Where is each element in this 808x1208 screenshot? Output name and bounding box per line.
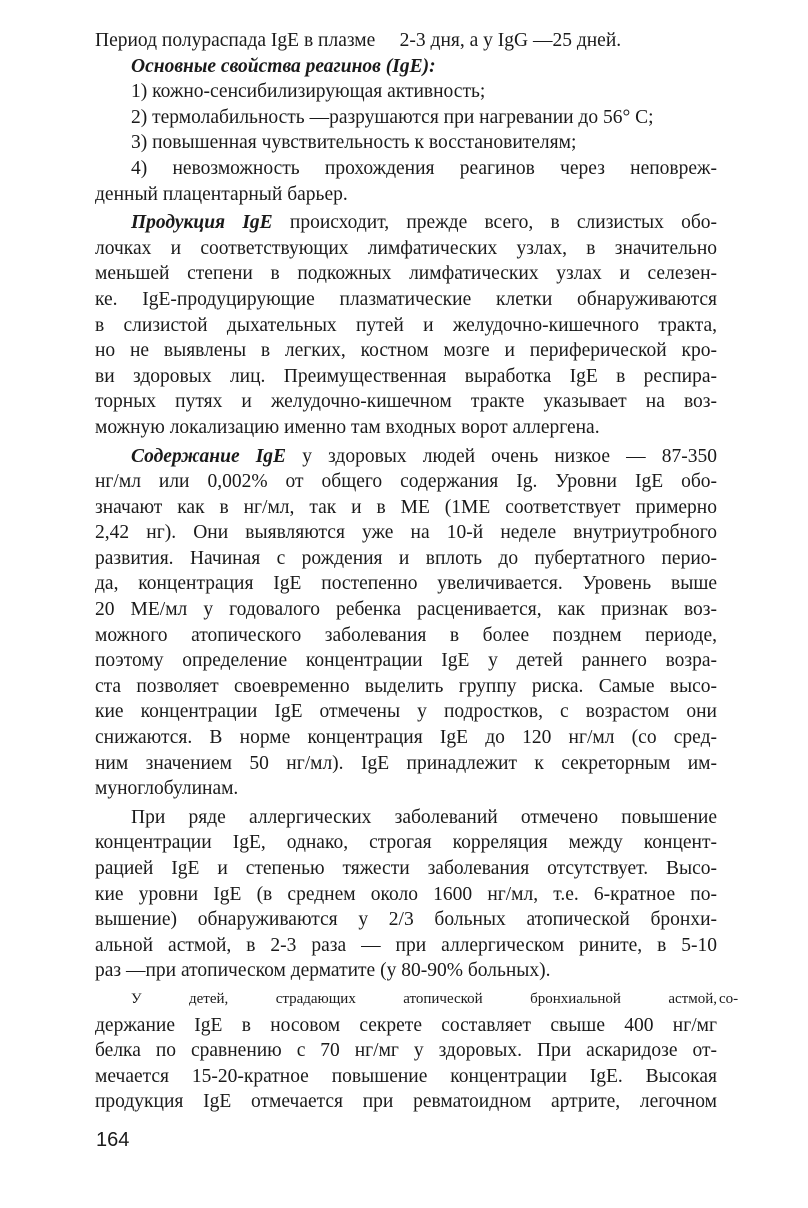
line-text: раз —при атопическом дерматите (у 80-90% больных).	[95, 960, 551, 982]
line-text: торных путях и желудочно-кишечном тракте указывает на воз-	[95, 391, 717, 413]
line-text: держание IgE в носовом секрете составляет свыше 400 нг/мг	[95, 1014, 717, 1036]
line-text: лочках и соответствующих лимфатических узлах, в значительно	[95, 237, 717, 259]
line-text: в слизистой дыхательных путей и желудочно-кишечного тракта,	[95, 314, 717, 336]
line-text: но не выявлены в легких, костном мозге и периферической кро-	[95, 340, 717, 362]
text-line	[95, 987, 739, 1013]
line-text: нг/мл или 0,002% от общего содержания Ig. Уровни IgE обо-	[95, 471, 717, 493]
line-text: поэтому определение концентрации IgE у детей раннего возра-	[95, 650, 717, 672]
line-text: вышение) обнаруживаются у 2/3 больных атопической бронхи-	[95, 909, 717, 931]
line-text: происходит, прежде всего, в слизистых обо-	[272, 212, 718, 234]
text-line	[95, 1013, 717, 1039]
text-line	[95, 907, 717, 933]
line-text: можную локализацию именно там входных ворот аллергена.	[95, 416, 600, 438]
line-text: денный плацентарный барьер.	[95, 183, 348, 205]
text-line	[95, 725, 717, 751]
line-text: у здоровых людей очень низкое — 87-350	[286, 445, 717, 467]
line-text: ним значением 50 нг/мл). IgE принадлежит к секреторным им-	[95, 752, 717, 774]
line-text: продукция IgE отмечается при ревматоидном артрите, легочном	[95, 1091, 717, 1113]
line-text: альной астмой, в 2-3 раза — при аллергическом рините, в 5-10	[95, 934, 717, 956]
text-line	[95, 54, 717, 80]
text-line	[95, 958, 717, 984]
text-line	[95, 546, 717, 572]
text-line	[95, 156, 717, 182]
line-text: ста позволяет своевременно выделить группу риска. Самые высо-	[95, 675, 717, 697]
text-line	[95, 182, 717, 208]
hyphen-overhang: со-	[719, 990, 739, 1007]
text-line	[95, 130, 717, 156]
text-line	[95, 236, 717, 262]
text-line	[95, 674, 717, 700]
line-text: снижаются. В норме концентрация IgE до 120 нг/мл (со сред-	[95, 727, 717, 749]
line-text: 20 МЕ/мл у годовалого ребенка расценивается, как признак воз-	[95, 599, 717, 621]
line-text: мечается 15-20-кратное повышение концентрации IgE. Высокая	[95, 1065, 717, 1087]
text-line	[95, 776, 717, 802]
text-line	[95, 882, 717, 908]
text-line	[95, 830, 717, 856]
text-line	[95, 261, 717, 287]
text-line	[95, 597, 717, 623]
line-text: При ряде аллергических заболеваний отмечено повышение	[131, 806, 717, 828]
page-text	[95, 28, 739, 1115]
text-line	[95, 210, 717, 236]
line-text: Основные свойства реагинов (IgE):	[131, 55, 436, 77]
text-line	[95, 571, 717, 597]
text-line	[95, 415, 717, 441]
line-text: развития. Начиная с рождения и вплоть до пубертатного перио-	[95, 547, 717, 569]
line-text: 2,42 нг). Они выявляются уже на 10-й неделе внутриутробного	[95, 522, 717, 544]
text-line	[95, 105, 717, 131]
line-text: Период полураспада IgE в плазме 2-3 дня, а у IgG —25 дней.	[95, 30, 622, 51]
line-text: да, концентрация IgE постепенно увеличивается. Уровень выше	[95, 573, 717, 595]
text-line	[95, 469, 717, 495]
line-text: можного атопического заболевания в более позднем периоде,	[95, 624, 717, 646]
text-line	[95, 933, 717, 959]
text-line	[95, 648, 717, 674]
text-line	[95, 751, 717, 777]
line-text: кие уровни IgE (в среднем около 1600 нг/мл, т.е. 6-кратное по-	[95, 883, 717, 905]
text-line	[95, 287, 717, 313]
text-line	[95, 389, 717, 415]
page-number: 164	[96, 1129, 130, 1151]
text-line	[95, 79, 717, 105]
line-text: ви здоровых лиц. Преимущественная выработка IgE в респира-	[95, 365, 717, 387]
text-line	[95, 856, 717, 882]
line-text: меньшей степени в подкожных лимфатических узлах и селезен-	[95, 263, 717, 285]
text-line	[95, 1064, 717, 1090]
paragraph-lead: Продукция IgE	[131, 212, 273, 234]
text-line	[95, 520, 717, 546]
text-line	[95, 338, 717, 364]
text-line	[95, 444, 717, 470]
text-line	[95, 1089, 717, 1115]
line-text: 3) повышенная чувствительность к восстановителям;	[131, 132, 577, 154]
line-text: 2) термолабильность —разрушаются при нагревании до 56° С;	[131, 106, 654, 128]
text-line	[95, 313, 717, 339]
line-text: муноглобулинам.	[95, 778, 239, 800]
text-line	[95, 495, 717, 521]
text-line	[95, 28, 717, 54]
text-line	[95, 805, 717, 831]
line-text: кие концентрации IgE отмечены у подростков, с возрастом они	[95, 701, 717, 723]
line-text: значают как в нг/мл, так и в МЕ (1МЕ соответствует примерно	[95, 496, 717, 518]
line-text: 4) невозможность прохождения реагинов через неповреж-	[131, 157, 717, 179]
text-line	[95, 364, 717, 390]
line-text: У детей, страдающих атопической бронхиальной астмой,	[131, 990, 717, 1007]
line-text: белка по сравнению с 70 нг/мг у здоровых. При аскаридозе от-	[95, 1040, 717, 1062]
line-text: концентрации IgE, однако, строгая корреляция между концент-	[95, 832, 717, 854]
text-line	[95, 623, 717, 649]
paragraph-lead: Содержание IgE	[131, 445, 287, 467]
text-line	[95, 699, 717, 725]
line-text: ке. IgE-продуцирующие плазматические клетки обнаруживаются	[95, 288, 717, 310]
text-line	[95, 1038, 717, 1064]
line-text: 1) кожно-сенсибилизирующая активность;	[131, 81, 486, 103]
line-text: рацией IgE и степенью тяжести заболевания отсутствует. Высо-	[95, 858, 717, 879]
